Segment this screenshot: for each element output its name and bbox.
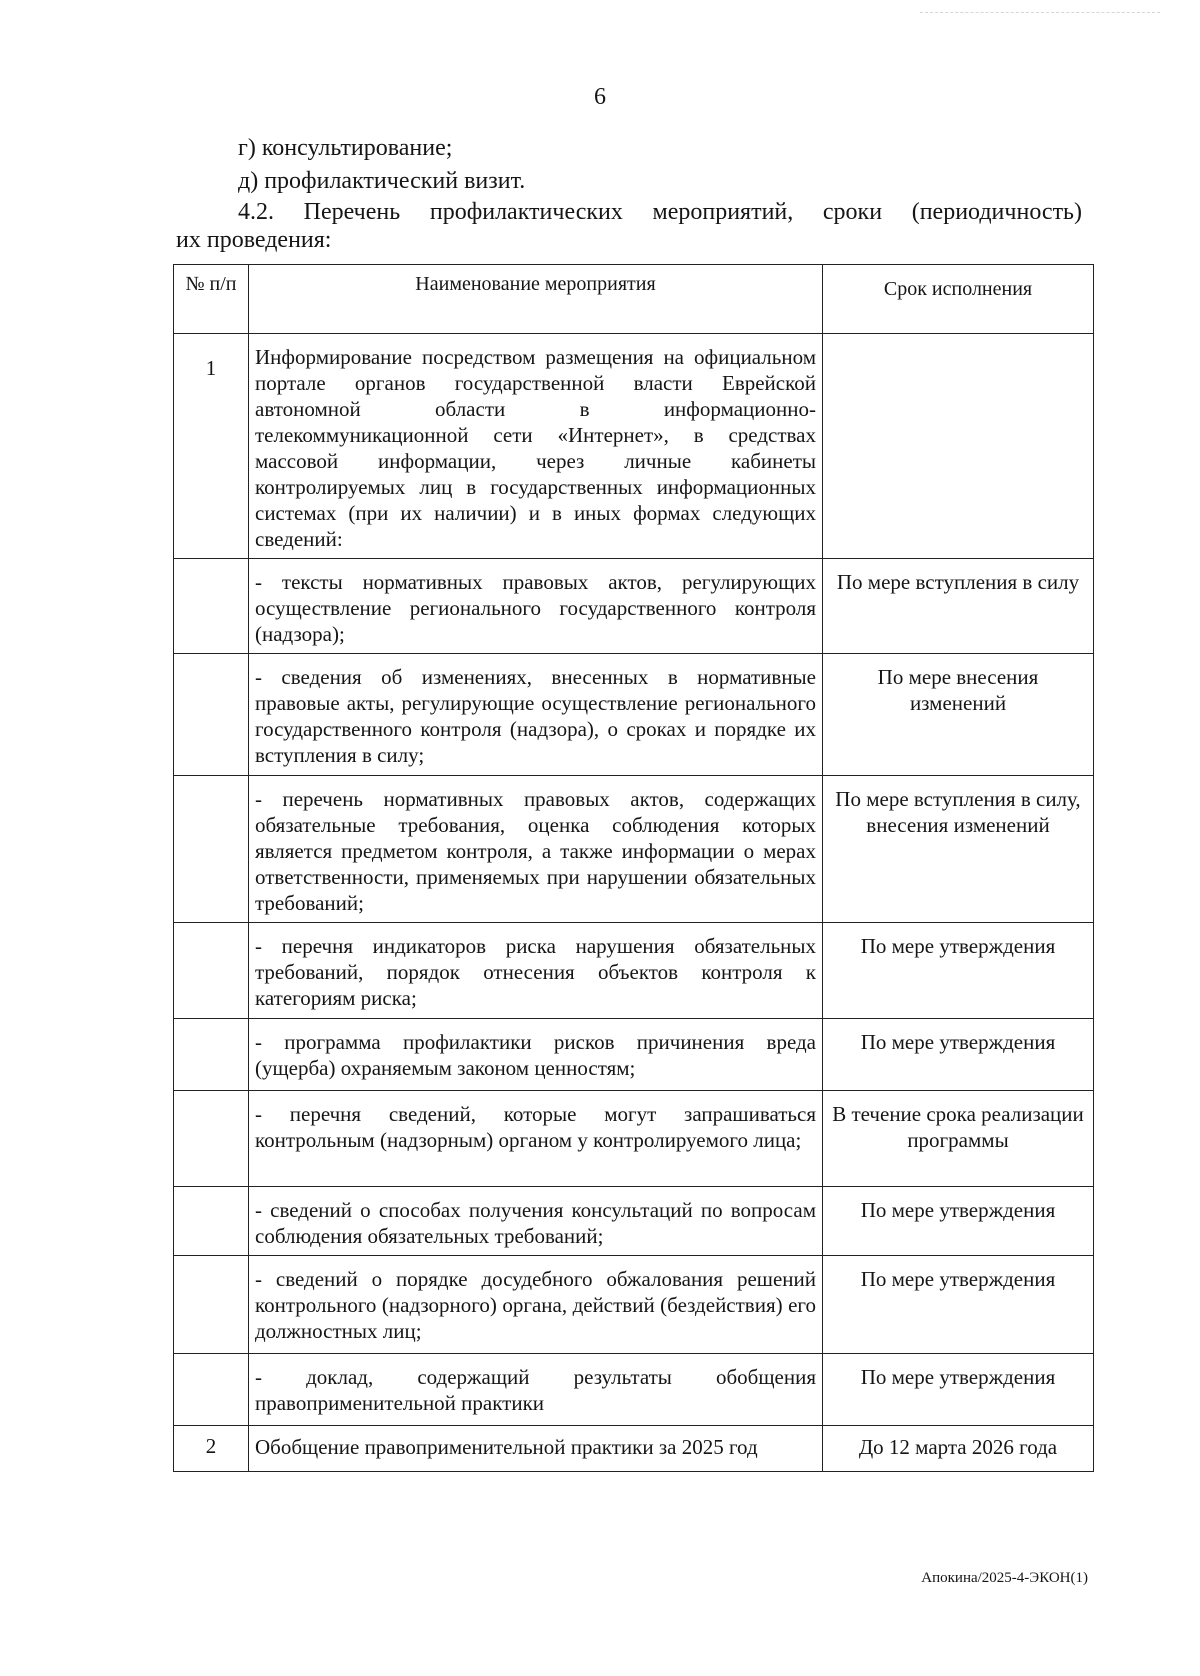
- table-row: [174, 776, 1094, 923]
- row-name: - перечня индикаторов риска нарушения обязательных требований, порядок отнесения объектов контроля к категориям риска;: [249, 923, 823, 1019]
- row-number: 2: [174, 1426, 249, 1472]
- row-number: [174, 776, 249, 923]
- section-heading: [176, 198, 1082, 254]
- measures-table: [173, 264, 1094, 1472]
- table-row: [174, 1354, 1094, 1426]
- row-number: [174, 1091, 249, 1187]
- row-number: [174, 923, 249, 1019]
- table-row: [174, 1256, 1094, 1354]
- row-term: До 12 марта 2026 года: [823, 1426, 1094, 1472]
- row-term: По мере утверждения: [823, 1187, 1094, 1256]
- row-name: - программа профилактики рисков причинения вреда (ущерба) охраняемым законом ценностям;: [249, 1019, 823, 1091]
- table-row: [174, 559, 1094, 654]
- row-number: [174, 654, 249, 776]
- scan-artifact: [920, 12, 1160, 19]
- row-term: По мере утверждения: [823, 923, 1094, 1019]
- table-row: [174, 654, 1094, 776]
- table-row: [174, 923, 1094, 1019]
- list-item-preventive-visit: д) профилактический визит.: [238, 168, 526, 194]
- row-term: По мере утверждения: [823, 1019, 1094, 1091]
- row-term: По мере вступления в силу, внесения изменений: [823, 776, 1094, 923]
- row-name: - сведений о способах получения консультаций по вопросам соблюдения обязательных требований;: [249, 1187, 823, 1256]
- row-number: [174, 1256, 249, 1354]
- row-name: - сведений о порядке досудебного обжалования решений контрольного (надзорного) органа, действий (бездействия) его должностных лиц;: [249, 1256, 823, 1354]
- row-term: По мере вступления в силу: [823, 559, 1094, 654]
- table-row: [174, 1019, 1094, 1091]
- row-name: - перечня сведений, которые могут запрашиваться контрольным (надзорным) органом у контролируемого лица;: [249, 1091, 823, 1187]
- table-row: [174, 1091, 1094, 1187]
- table-row: [174, 334, 1094, 559]
- header-name: Наименование мероприятия: [249, 265, 823, 334]
- row-term: По мере утверждения: [823, 1256, 1094, 1354]
- row-number: [174, 1019, 249, 1091]
- row-number: [174, 1187, 249, 1256]
- row-term: По мере утверждения: [823, 1354, 1094, 1426]
- row-number: 1: [174, 334, 249, 559]
- row-name: - тексты нормативных правовых актов, регулирующих осуществление регионального государственного контроля (надзора);: [249, 559, 823, 654]
- header-number: № п/п: [174, 265, 249, 334]
- section-heading-line-2: их проведения:: [176, 227, 332, 253]
- page-number: 6: [594, 84, 606, 110]
- row-term: По мере внесения изменений: [823, 654, 1094, 776]
- row-term: [823, 334, 1094, 559]
- row-number: [174, 1354, 249, 1426]
- row-number: [174, 559, 249, 654]
- list-item-consulting: г) консультирование;: [238, 135, 453, 161]
- header-term: Срок исполнения: [823, 265, 1094, 334]
- row-name: Обобщение правоприменительной практики за 2025 год: [249, 1426, 823, 1472]
- row-name: - сведения об изменениях, внесенных в нормативные правовые акты, регулирующие осуществление регионального государственного контроля (надзора), о сроках и порядке их вступления в силу;: [249, 654, 823, 776]
- row-term: В течение срока реализации программы: [823, 1091, 1094, 1187]
- table-row: [174, 1187, 1094, 1256]
- section-heading-line-1: 4.2. Перечень профилактических мероприятий, сроки (периодичность): [238, 199, 1082, 225]
- table-row: [174, 1426, 1094, 1472]
- table-header-row: [174, 265, 1094, 334]
- row-name: - доклад, содержащий результаты обобщения правоприменительной практики: [249, 1354, 823, 1426]
- row-name: - перечень нормативных правовых актов, содержащих обязательные требования, оценка соблюдения которых является предметом контроля, а также информации о мерах ответственности, применяемых при нарушении обязательных требований;: [249, 776, 823, 923]
- row-name: Информирование посредством размещения на официальном портале органов государственной власти Еврейской автономной области в информационно-телекоммуникационной сети «Интернет», в средствах массовой информации, через личные кабинеты контролируемых лиц в государственных информационных системах (при их наличии) и в иных формах следующих сведений:: [249, 334, 823, 559]
- document-reference: Апокина/2025-4-ЭКОН(1): [921, 1570, 1088, 1586]
